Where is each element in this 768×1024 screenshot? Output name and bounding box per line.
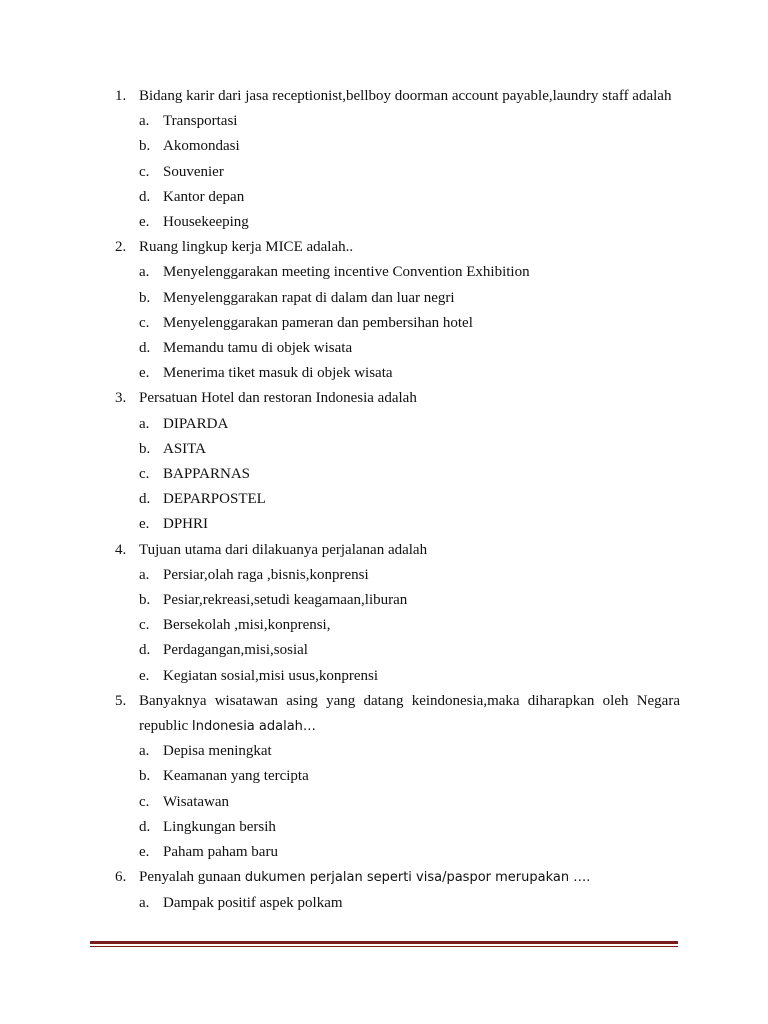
- option-letter: a.: [139, 566, 150, 583]
- option-letter: c.: [139, 617, 150, 634]
- question-text: Tujuan utama dari dilakuanya perjalanan adalah: [139, 541, 428, 558]
- option-c: [90, 790, 680, 815]
- footer-rule-thick: [90, 941, 678, 944]
- option-text: Pesiar,rekreasi,setudi keagamaan,liburan: [163, 592, 408, 609]
- option-d: [90, 336, 680, 361]
- option-text: Persiar,olah raga ,bisnis,konprensi: [163, 566, 369, 583]
- option-letter: a.: [139, 894, 150, 911]
- question-number: 6.: [115, 869, 127, 886]
- question-text-alt: Indonesia adalah…: [191, 719, 316, 735]
- option-text: DPHRI: [163, 516, 209, 533]
- option-text: Lingkungan bersih: [163, 818, 276, 835]
- option-letter: a.: [139, 113, 150, 130]
- option-d: [90, 185, 680, 210]
- option-text: Kegiatan sosial,misi usus,konprensi: [163, 667, 378, 684]
- footer-rule-thin: [90, 946, 678, 947]
- question-number: 3.: [115, 390, 127, 407]
- option-list: [90, 109, 680, 235]
- option-c: [90, 462, 680, 487]
- option-letter: d.: [139, 340, 151, 357]
- option-text: BAPPARNAS: [163, 466, 250, 483]
- option-text: Paham paham baru: [163, 844, 278, 861]
- question-text: Persatuan Hotel dan restoran Indonesia adalah: [139, 390, 417, 407]
- option-b: [90, 134, 680, 159]
- option-letter: a.: [139, 743, 150, 760]
- option-letter: e.: [139, 516, 150, 533]
- option-a: [90, 109, 680, 134]
- option-letter: a.: [139, 264, 150, 281]
- option-b: [90, 764, 680, 789]
- option-list: [90, 412, 680, 538]
- option-text: Transportasi: [163, 113, 238, 130]
- question-text: Ruang lingkup kerja MICE adalah..: [139, 239, 354, 256]
- option-text: Bersekolah ,misi,konprensi,: [163, 617, 331, 634]
- option-text: Wisatawan: [163, 793, 230, 810]
- question-1: [90, 84, 680, 235]
- option-text: Menerima tiket masuk di objek wisata: [163, 365, 393, 382]
- question-number: 5.: [115, 692, 127, 709]
- option-e: [90, 361, 680, 386]
- option-letter: b.: [139, 768, 151, 785]
- option-text: Dampak positif aspek polkam: [163, 894, 343, 911]
- option-a: [90, 260, 680, 285]
- option-list: [90, 739, 680, 865]
- option-letter: d.: [139, 491, 151, 508]
- option-letter: a.: [139, 415, 150, 432]
- question-text-main: Banyaknya wisatawan asing yang datang keindonesia,maka diharapkan oleh Negara republic: [139, 692, 680, 735]
- option-letter: e.: [139, 844, 150, 861]
- question-text: Bidang karir dari jasa receptionist,bellboy doorman account payable,laundry staff adalah: [139, 88, 672, 104]
- question-2: [90, 235, 680, 386]
- option-a: [90, 412, 680, 437]
- option-text: Souvenier: [163, 163, 224, 180]
- option-e: [90, 840, 680, 865]
- option-text: Menyelenggarakan meeting incentive Convention Exhibition: [163, 264, 530, 281]
- option-d: [90, 487, 680, 512]
- option-letter: d.: [139, 188, 151, 205]
- option-text: Housekeeping: [163, 214, 249, 231]
- option-text: Keamanan yang tercipta: [163, 768, 309, 785]
- option-text: DEPARPOSTEL: [163, 491, 266, 508]
- option-d: [90, 815, 680, 840]
- option-letter: b.: [139, 289, 151, 306]
- question-text: [139, 693, 680, 734]
- option-letter: e.: [139, 214, 150, 231]
- option-list: [90, 260, 680, 386]
- option-text: Kantor depan: [163, 188, 245, 205]
- option-text: Menyelenggarakan rapat di dalam dan luar negri: [163, 289, 455, 306]
- option-text: DIPARDA: [163, 415, 229, 432]
- option-c: [90, 613, 680, 638]
- question-number: 4.: [115, 541, 127, 558]
- option-e: [90, 664, 680, 689]
- option-c: [90, 311, 680, 336]
- option-e: [90, 512, 680, 537]
- option-letter: d.: [139, 818, 151, 835]
- option-text: Menyelenggarakan pameran dan pembersihan hotel: [163, 314, 473, 331]
- option-text: Perdagangan,misi,sosial: [163, 642, 308, 659]
- option-letter: c.: [139, 793, 150, 810]
- question-text-main: Penyalah gunaan: [139, 869, 245, 886]
- option-text: ASITA: [163, 440, 206, 457]
- option-letter: c.: [139, 314, 150, 331]
- question-list: [90, 84, 680, 916]
- option-text: Akomondasi: [163, 138, 240, 155]
- question-number: 1.: [115, 88, 127, 104]
- option-a: [90, 891, 680, 916]
- option-text: Memandu tamu di objek wisata: [163, 340, 353, 357]
- question-text: [139, 869, 590, 885]
- option-b: [90, 437, 680, 462]
- option-e: [90, 210, 680, 235]
- question-text-alt: dukumen perjalan seperti visa/paspor merupakan ….: [244, 870, 591, 886]
- option-list: [90, 891, 680, 916]
- option-letter: b.: [139, 592, 151, 609]
- option-letter: b.: [139, 138, 151, 155]
- option-b: [90, 588, 680, 613]
- option-b: [90, 286, 680, 311]
- option-letter: e.: [139, 667, 150, 684]
- question-3: [90, 386, 680, 537]
- option-a: [90, 563, 680, 588]
- option-letter: b.: [139, 440, 151, 457]
- option-letter: d.: [139, 642, 151, 659]
- option-d: [90, 638, 680, 663]
- option-a: [90, 739, 680, 764]
- question-6: [90, 865, 680, 915]
- option-text: Depisa meningkat: [163, 743, 272, 760]
- option-list: [90, 563, 680, 689]
- option-c: [90, 160, 680, 185]
- option-letter: e.: [139, 365, 150, 382]
- option-letter: c.: [139, 163, 150, 180]
- question-4: [90, 538, 680, 689]
- question-5: [90, 689, 680, 865]
- question-number: 2.: [115, 239, 127, 256]
- option-letter: c.: [139, 466, 150, 483]
